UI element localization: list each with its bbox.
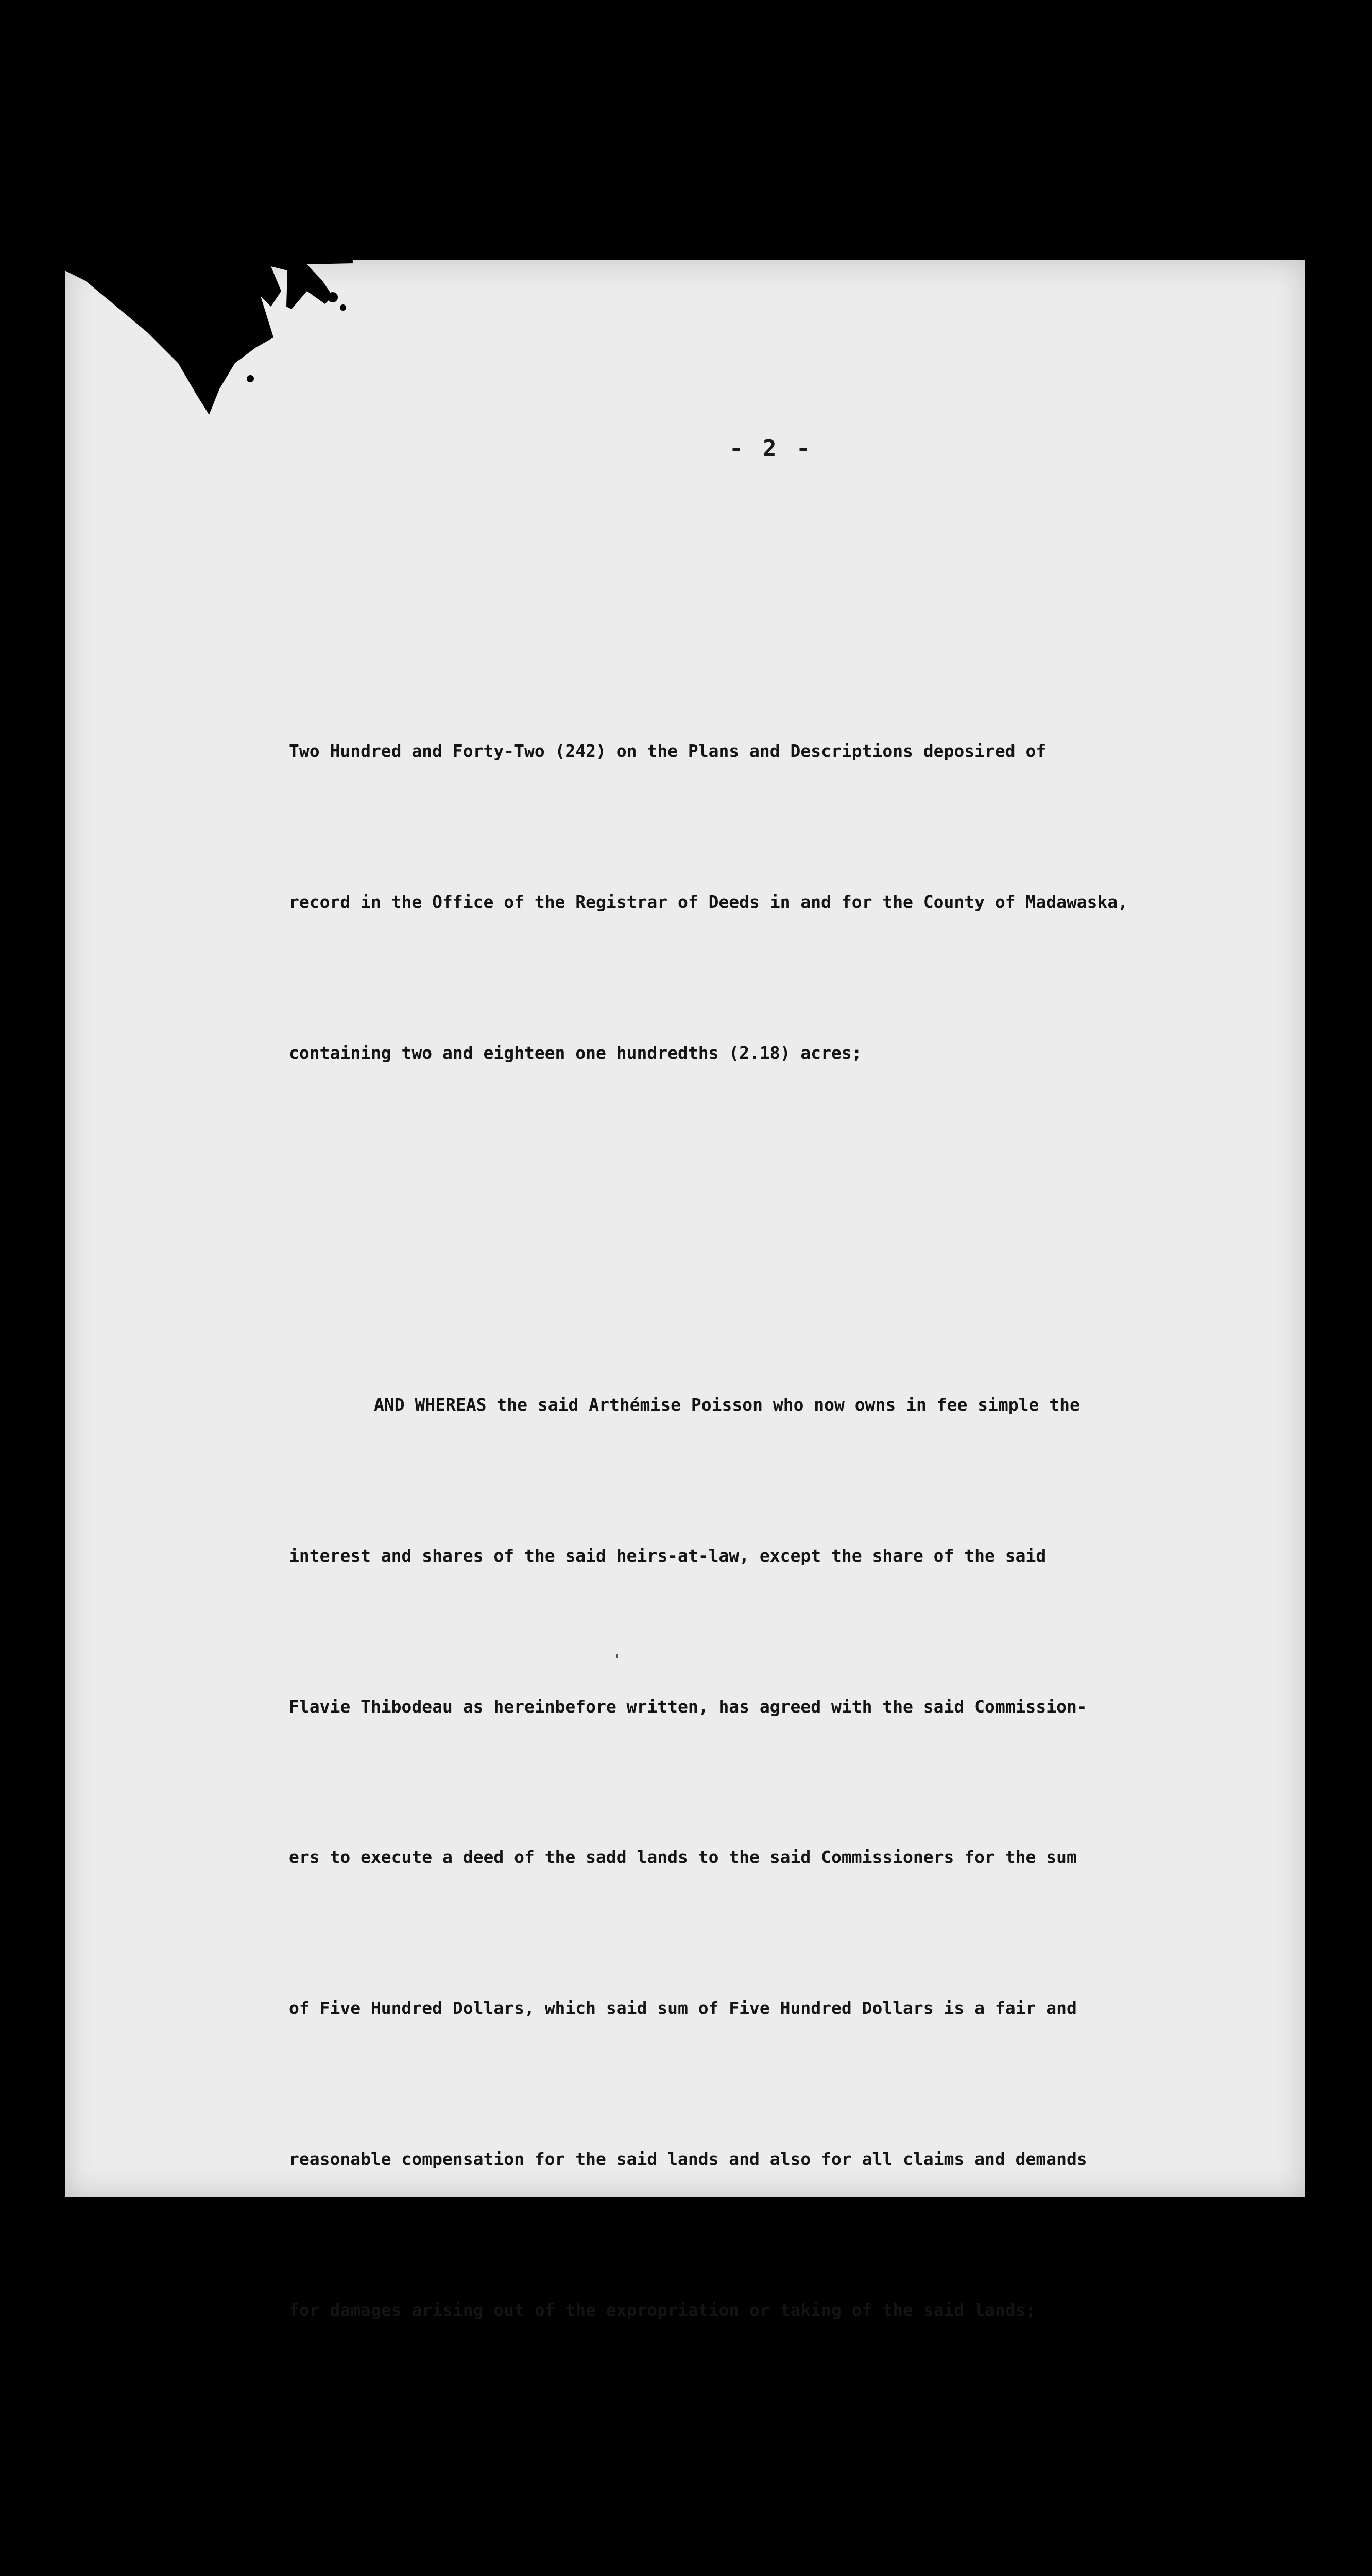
- text-line: interest and shares of the said heirs-at-law, except the share of the said: [289, 1545, 1047, 1566]
- page-number: - 2 -: [729, 435, 813, 462]
- text-line: reasonable compensation for the said lands and also for all claims and demands: [289, 2149, 1087, 2169]
- text-line: ers to execute a deed of the sadd lands to the said Commissioners for the sum: [289, 1847, 1077, 1868]
- paragraph-3: [289, 2536, 1298, 2576]
- text-line: of Five Hundred Dollars, which said sum of Five Hundred Dollars is a fair and: [289, 1998, 1077, 2019]
- paragraph-2: [289, 1279, 1298, 2436]
- text-line: record in the Office of the Registrar of Deeds in and for the County of Madawaska,: [289, 892, 1128, 912]
- torn-corner-damage: [65, 260, 353, 430]
- text-line: Two Hundred and Forty-Two (242) on the Plans and Descriptions deposired of: [289, 741, 1047, 761]
- text-line: containing two and eighteen one hundredths (2.18) acres;: [289, 1042, 862, 1063]
- paragraph-1: [289, 625, 1298, 1179]
- document-body: [289, 525, 1298, 2576]
- document-page: [65, 260, 1305, 2320]
- text-line: Flavie Thibodeau as hereinbefore written, has agreed with the said Commission-: [289, 1696, 1087, 1717]
- text-line: for damages arising out of the expropriation or taking of the said lands;: [289, 2299, 1036, 2320]
- text-line: AND WHEREAS the said Arthémise Poisson who now owns in fee simple the: [374, 1395, 1080, 1415]
